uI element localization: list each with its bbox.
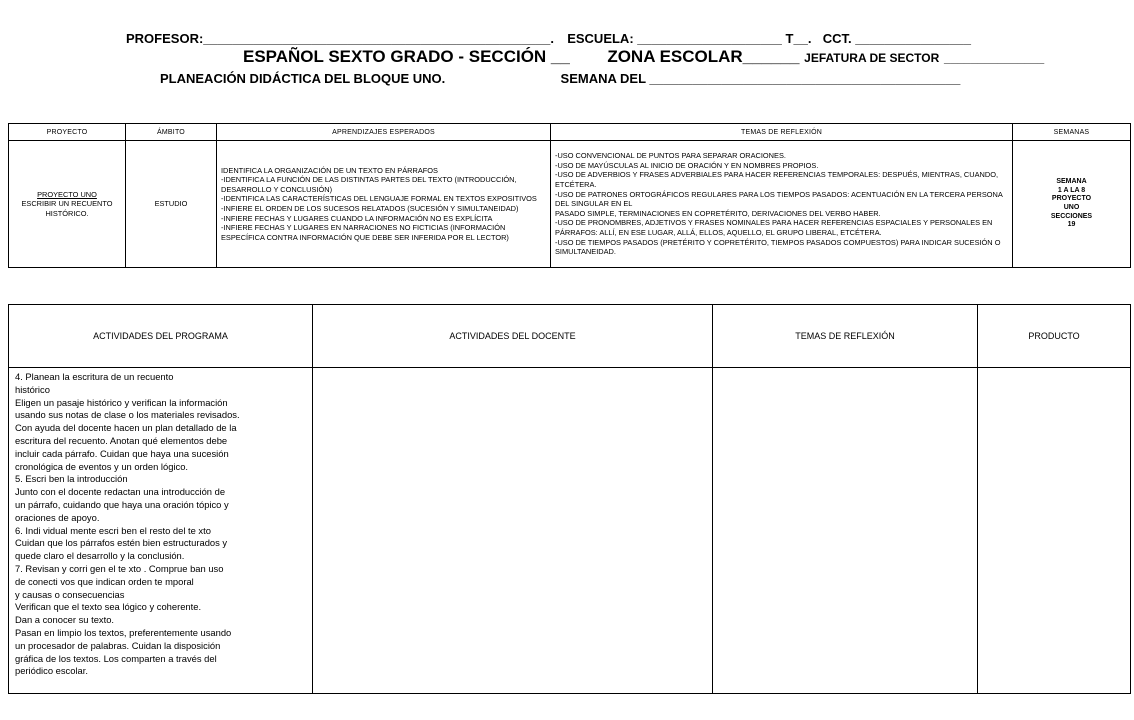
col-header-temas: TEMAS DE REFLEXIÓN (551, 124, 1013, 141)
actividad-line: un procesador de palabras. Cuidan la disposición (15, 639, 221, 651)
escuela-label: ESCUELA: (567, 31, 634, 46)
col-header-proyecto: PROYECTO (9, 124, 126, 141)
col-header-temas-reflexion: TEMAS DE REFLEXIÓN (713, 305, 978, 368)
semana-blank: ___________________________________________ (649, 71, 961, 86)
actividad-line: 5. Escri ben la introducción (15, 473, 128, 485)
actividad-line: 7. Revisan y corri gen el te xto . Comprue ban uso (15, 562, 224, 574)
actividad-line: periódico escolar. (15, 665, 88, 677)
aprendizaje-item: -INFIERE FECHAS Y LUGARES CUANDO LA INFORMACIÓN NO ES EXPLÍCITA (221, 213, 493, 223)
col-header-actividades-programa: ACTIVIDADES DEL PROGRAMA (9, 305, 313, 368)
col-header-actividades-docente: ACTIVIDADES DEL DOCENTE (313, 305, 713, 368)
zona-escolar: ZONA ESCOLAR______ (607, 47, 800, 66)
col-header-producto: PRODUCTO (978, 305, 1131, 368)
actividad-line: de conecti vos que indican orden te mporal (15, 575, 194, 587)
tema-item: -USO DE PATRONES ORTOGRÁFICOS REGULARES PARA LOS TIEMPOS PASADOS: ACENTUACIÓN EN LA TERCERA PERSONA DEL SINGULAR EN EL (555, 189, 1003, 209)
actividad-line: un párrafo, cuidando que haya una oración tópico y (15, 498, 229, 510)
jefatura-label: JEFATURA DE SECTOR (804, 51, 940, 65)
actividad-line: escritura del recuento. Anotan qué elementos debe (15, 434, 228, 446)
proyecto-line: PROYECTO UNO (37, 189, 97, 199)
actividad-line: Eligen un pasaje histórico y verifican la información (15, 396, 228, 408)
profesor-label: PROFESOR: (126, 31, 204, 46)
profesor-blank: ________________________________________________. (203, 31, 554, 46)
actividad-line: y causas o consecuencias (15, 588, 125, 600)
aprendizaje-item: -IDENTIFICA LA FUNCIÓN DE LAS DISTINTAS PARTES DEL TEXTO (INTRODUCCIÓN, DESARROLLO Y CONCLUSIÓN) (221, 175, 517, 194)
project-table-row (9, 141, 1131, 268)
t-label: T__. (785, 31, 812, 46)
activities-table (8, 304, 1131, 694)
actividad-line: oraciones de apoyo. (15, 511, 100, 523)
proyecto-line: HISTÓRICO. (45, 208, 89, 218)
tema-item: -USO DE PRONOMBRES, ADJETIVOS Y FRASES NOMINALES PARA HACER REFERENCIAS ESPACIALES Y PERSONALES EN PÁRRAFOS: ALLÍ, EN ESE LUGAR, ALLÁ, ELLOS, AQUELLO, EL GRUPO LIBERAL, ETCÉTERA. (555, 218, 993, 237)
actividad-line: Pasan en limpio los textos, preferentemente usando (15, 626, 232, 638)
cct-label: CCT. (822, 31, 852, 46)
ambito-cell: ESTUDIO (126, 141, 217, 268)
tema-item: -USO DE MAYÚSCULAS AL INICIO DE ORACIÓN Y EN NOMBRES PROPIOS. (555, 160, 819, 170)
semanas-cell (1013, 141, 1131, 268)
project-table (8, 123, 1131, 268)
actividades-docente-cell (313, 368, 713, 694)
semanas-line: SECCIONES (1050, 212, 1093, 220)
actividad-line: 4. Planean la escritura de un recuento (15, 371, 174, 382)
aprendizaje-item: IDENTIFICA LA ORGANIZACIÓN DE UN TEXTO EN PÁRRAFOS (221, 165, 438, 175)
actividad-line: usando sus notas de clase o los materiales revisados. (15, 409, 240, 421)
tema-item: PASADO SIMPLE, TERMINACIONES EN COPRETÉRITO, DERIVACIONES DEL VERBO HABER. (555, 208, 881, 218)
col-header-semanas: SEMANAS (1013, 124, 1131, 141)
aprendizaje-item: -IDENTIFICA LAS CARACTERÍSTICAS DEL LENGUAJE FORMAL EN TEXTOS EXPOSITIVOS (221, 194, 537, 204)
aprendizaje-item: -INFIERE EL ORDEN DE LOS SUCESOS RELATADOS (SUCESIÓN Y SIMULTANEIDAD) (221, 204, 519, 213)
tema-item: -USO CONVENCIONAL DE PUNTOS PARA SEPARAR ORACIONES. (555, 151, 786, 161)
aprendizaje-item: -INFIERE FECHAS Y LUGARES EN NARRACIONES NO FICTICIAS (INFORMACIÓN ESPECÍFICA CONTRA INFORMACIÓN QUE DEBE SER INFERIDA POR EL LECTOR) (221, 223, 509, 242)
actividades-programa-cell (9, 368, 313, 694)
actividad-line: Verifican que el texto sea lógico y coherente. (15, 601, 202, 613)
temas-reflexion-cell (713, 368, 978, 694)
escuela-blank: ____________________ (637, 31, 782, 46)
tema-item: -USO DE TIEMPOS PASADOS (PRETÉRITO Y COPRETÉRITO, TIEMPOS PASADOS COMPUESTOS) PARA INDICAR SUCESIÓN O SIMULTANEIDAD. (555, 237, 1001, 257)
actividad-line: incluir cada párrafo. Cuidan que haya una sucesión (15, 447, 229, 459)
tema-item: -USO DE ADVERBIOS Y FRASES ADVERBIALES PARA HACER REFERENCIAS TEMPORALES: DESPUÉS, MIENTRAS, CUANDO, ETCÉTERA. (555, 170, 999, 190)
actividad-line: cronológica de eventos y un orden lógico. (15, 460, 189, 472)
temas-cell (551, 141, 1013, 268)
actividad-line: quede claro el desarrollo y la conclusión. (15, 550, 185, 562)
semanas-line: SEMANA (1056, 178, 1087, 186)
header-line-1 (126, 31, 971, 46)
proyecto-cell (9, 141, 126, 268)
semanas-line: 19 (1067, 221, 1076, 229)
jefatura-blank: _______________ (944, 51, 1045, 65)
activities-table-header-row (9, 305, 1131, 368)
aprendizajes-cell (217, 141, 551, 268)
actividad-line: Junto con el docente redactan una introducción de (15, 486, 226, 498)
col-header-ambito: ÁMBITO (126, 124, 217, 141)
header-line-2 (243, 47, 1044, 67)
actividad-line: Dan a conocer su texto. (15, 614, 115, 626)
actividad-line: Con ayuda del docente hacen un plan detallado de la (15, 422, 237, 434)
producto-cell (978, 368, 1131, 694)
project-table-header-row (9, 124, 1131, 141)
header-line-3 (160, 71, 960, 86)
col-header-aprendizajes: APRENDIZAJES ESPERADOS (217, 124, 551, 141)
actividad-line: 6. Indi vidual mente escri ben el resto del te xto (15, 524, 211, 536)
actividad-line: gráfica de los textos. Los comparten a través del (15, 652, 217, 664)
semanas-line: 1 A LA 8 (1057, 186, 1086, 194)
actividad-line: histórico (15, 383, 50, 395)
document-title: ESPAÑOL SEXTO GRADO - SECCIÓN __ (243, 47, 570, 66)
actividad-line: Cuidan que los párrafos estén bien estructurados y (15, 537, 228, 549)
planeacion-title: PLANEACIÓN DIDÁCTICA DEL BLOQUE UNO. (160, 71, 446, 86)
semanas-line: PROYECTO (1051, 195, 1092, 203)
proyecto-line: ESCRIBIR UN RECUENTO (21, 199, 113, 209)
cct-blank: ________________ (855, 31, 971, 46)
activities-table-row (9, 368, 1131, 694)
semanas-line: UNO (1063, 204, 1080, 211)
semana-label: SEMANA DEL (560, 71, 646, 86)
